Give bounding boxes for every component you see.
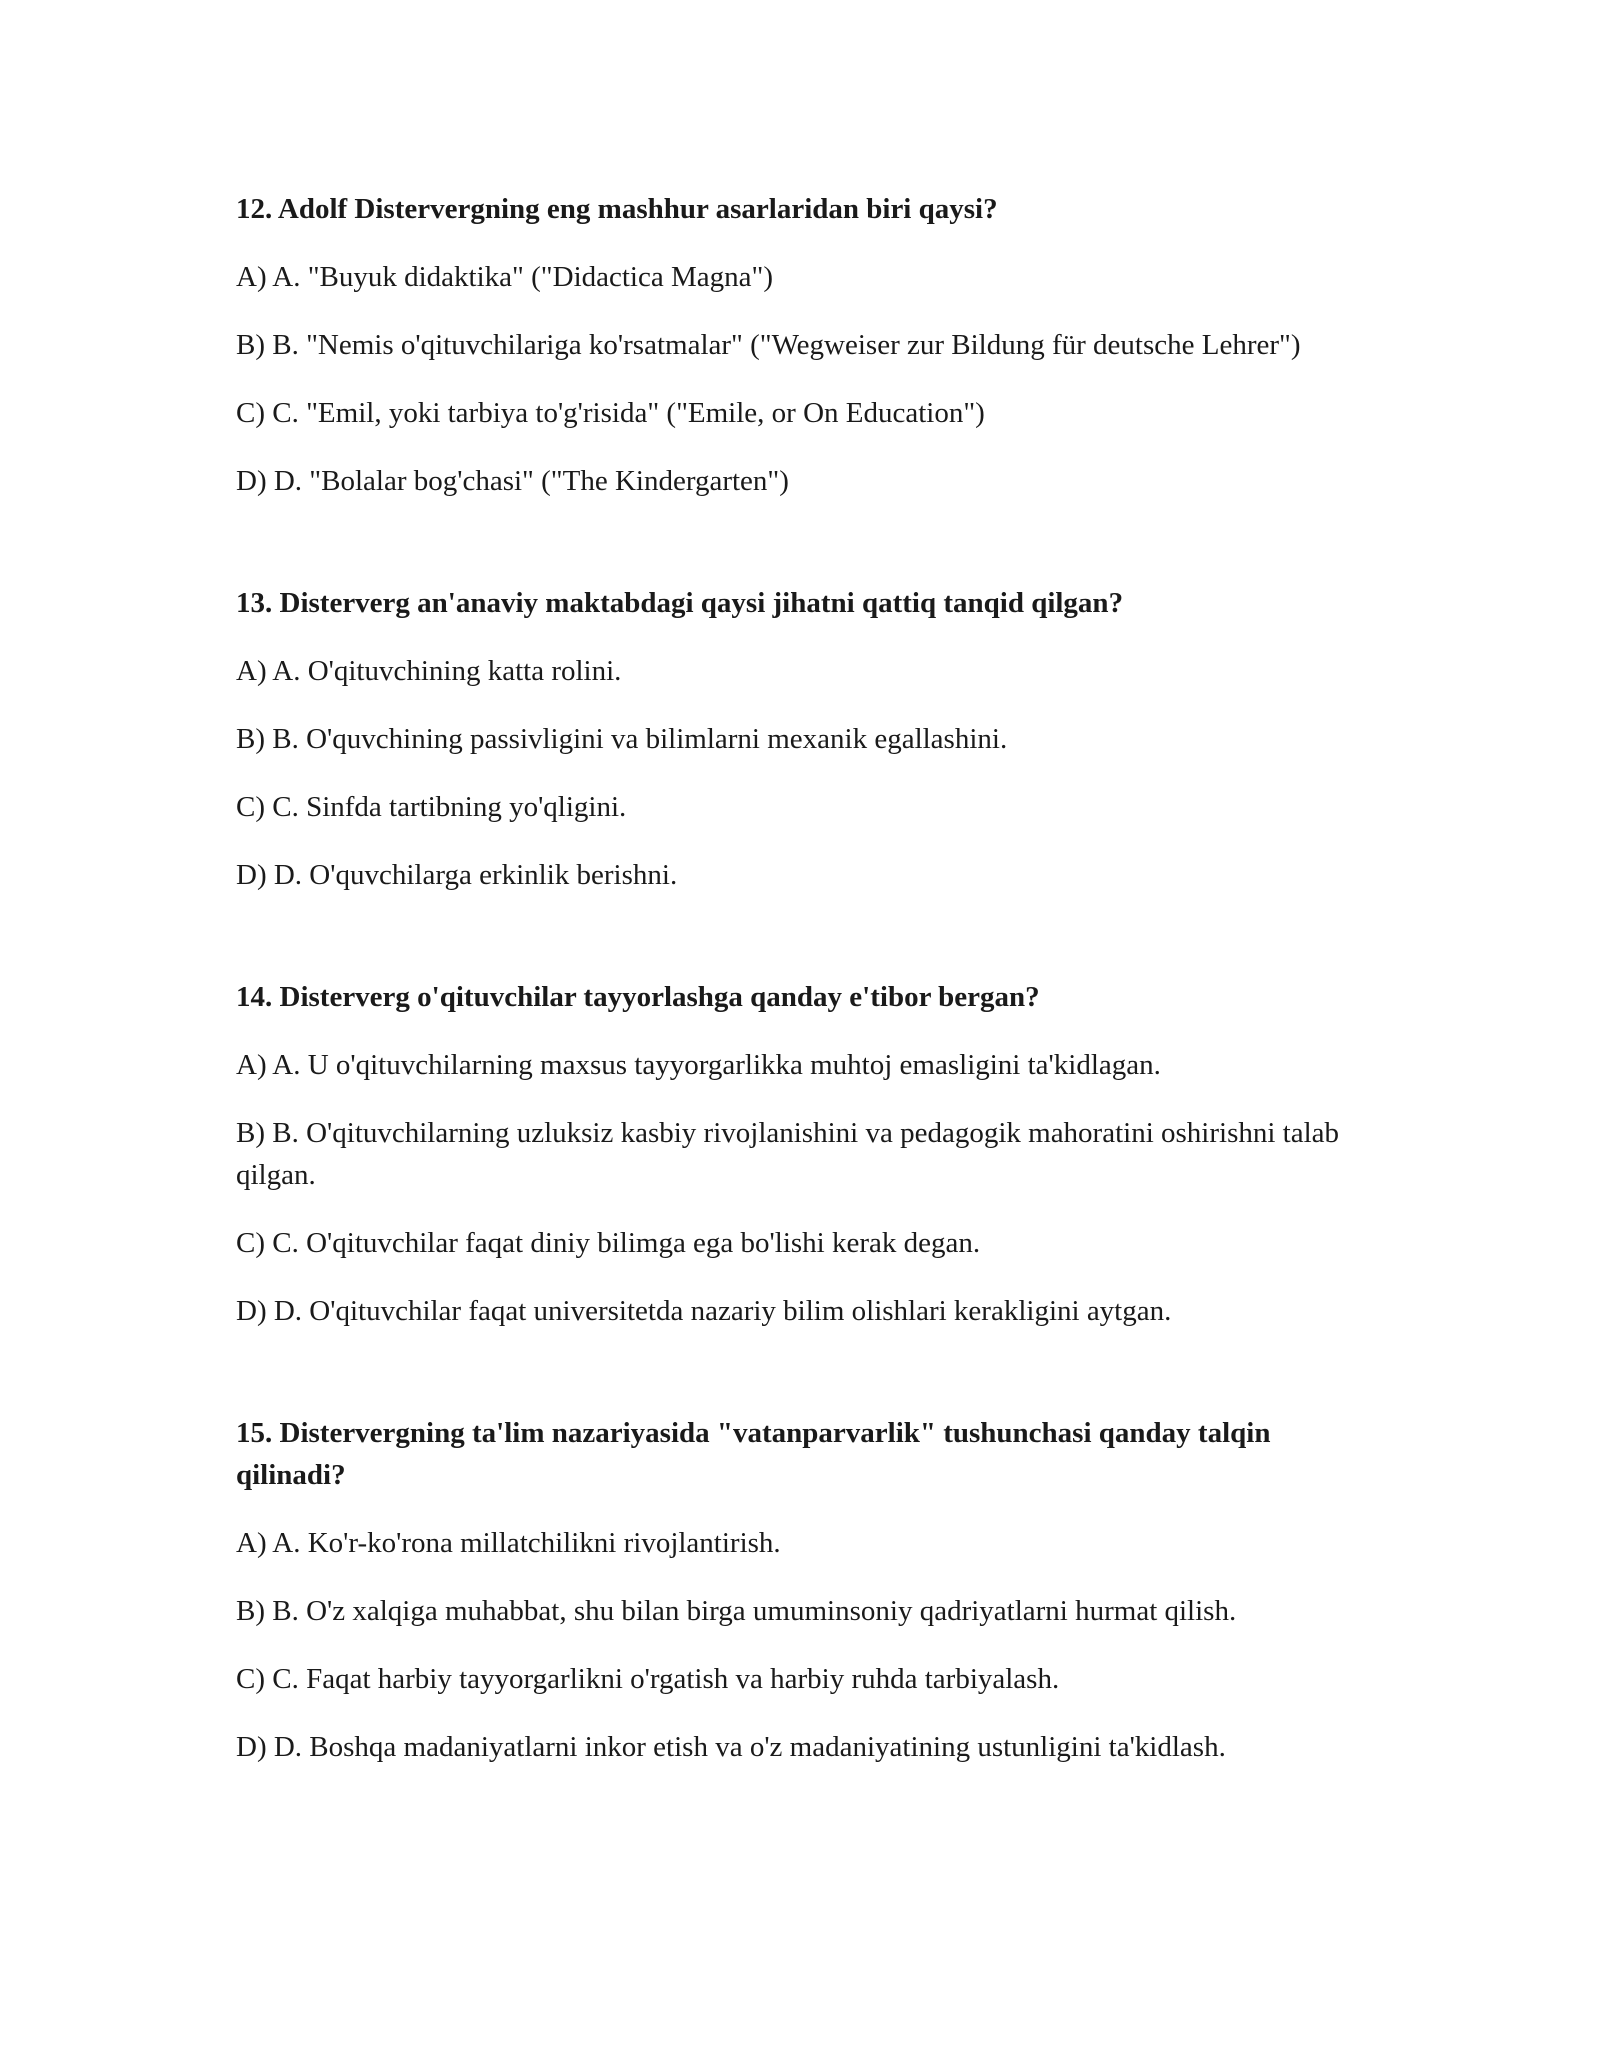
option-c: C) C. O'qituvchilar faqat diniy bilimga ega bo'lishi kerak degan. [236, 1227, 981, 1259]
option-a: A) A. U o'qituvchilarning maxsus tayyorgarlikka muhtoj emasligini ta'kidlagan. [236, 1049, 1161, 1081]
option-c: C) C. "Emil, yoki tarbiya to'g'risida" ("Emile, or On Education") [236, 397, 985, 429]
option-c: C) C. Sinfda tartibning yo'qligini. [236, 791, 627, 823]
question-14 [236, 976, 1376, 1332]
question-13 [236, 582, 1376, 896]
option-b: B) B. "Nemis o'qituvchilariga ko'rsatmalar" ("Wegweiser zur Bildung für deutsche Lehrer") [236, 329, 1301, 361]
option-d: D) D. Boshqa madaniyatlarni inkor etish va o'z madaniyatining ustunligini ta'kidlash. [236, 1731, 1226, 1763]
option-b: B) B. O'z xalqiga muhabbat, shu bilan birga umuminsoniy qadriyatlarni hurmat qilish. [236, 1595, 1237, 1627]
option-a: A) A. O'qituvchining katta rolini. [236, 655, 622, 687]
question-text: 15. Distervergning ta'lim nazariyasida "vatanparvarlik" tushunchasi qanday talqin qilinadi? [236, 1417, 1271, 1491]
question-12 [236, 188, 1376, 502]
option-b: B) B. O'qituvchilarning uzluksiz kasbiy rivojlanishini va pedagogik mahoratini oshirishni talab qilgan. [236, 1117, 1340, 1191]
document-page [236, 188, 1376, 1848]
question-text: 12. Adolf Distervergning eng mashhur asarlaridan biri qaysi? [236, 193, 998, 225]
option-c: C) C. Faqat harbiy tayyorgarlikni o'rgatish va harbiy ruhda tarbiyalash. [236, 1663, 1060, 1695]
question-text: 14. Disterverg o'qituvchilar tayyorlashga qanday e'tibor bergan? [236, 981, 1040, 1013]
question-15 [236, 1412, 1376, 1768]
option-b: B) B. O'quvchining passivligini va bilimlarni mexanik egallashini. [236, 723, 1008, 755]
option-a: A) A. Ko'r-ko'rona millatchilikni rivojlantirish. [236, 1527, 781, 1559]
option-d: D) D. "Bolalar bog'chasi" ("The Kindergarten") [236, 465, 789, 497]
question-text: 13. Disterverg an'anaviy maktabdagi qaysi jihatni qattiq tanqid qilgan? [236, 587, 1124, 619]
option-d: D) D. O'qituvchilar faqat universitetda nazariy bilim olishlari kerakligini aytgan. [236, 1295, 1172, 1327]
option-a: A) A. "Buyuk didaktika" ("Didactica Magna") [236, 261, 773, 293]
option-d: D) D. O'quvchilarga erkinlik berishni. [236, 859, 678, 891]
